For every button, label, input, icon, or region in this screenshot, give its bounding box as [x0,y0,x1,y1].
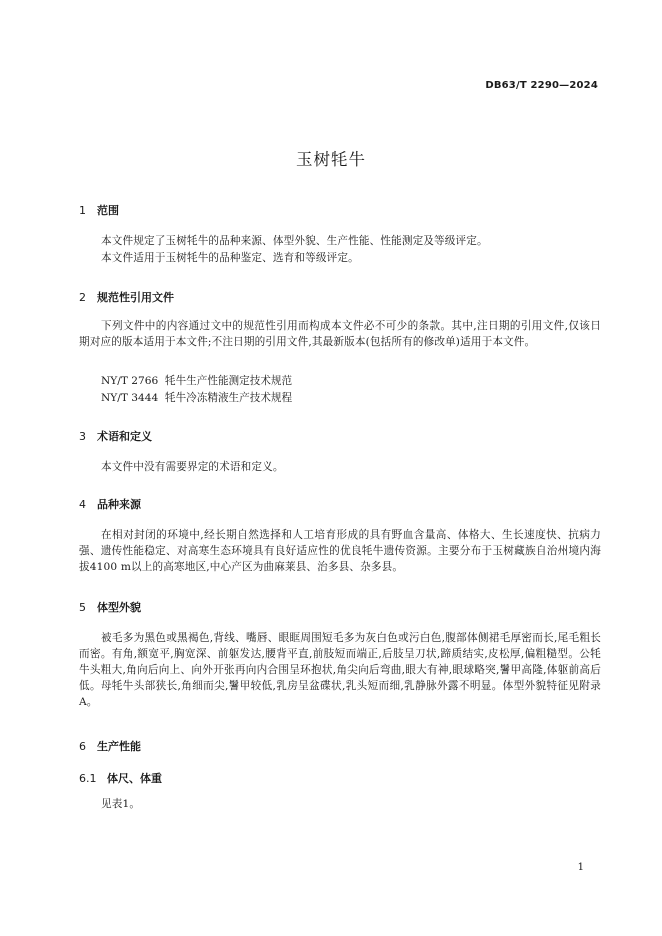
section-3-heading [79,428,152,444]
page-number: 1 [577,862,584,873]
section-title: 生产性能 [97,740,141,753]
reference-item [101,373,292,388]
section-title: 规范性引用文件 [97,291,174,304]
section-6-1-heading [79,770,162,786]
section-number: 5 [79,601,86,614]
section-1-paragraph-1: 本文件规定了玉树牦牛的品种来源、体型外貌、生产性能、性能测定及等级评定。 [101,235,488,247]
section-number: 6.1 [79,772,97,785]
section-4-heading [79,496,141,512]
section-number: 1 [79,204,86,217]
reference-name: 牦牛冷冻精液生产技术规程 [165,392,293,404]
section-title: 范围 [97,204,119,217]
section-number: 4 [79,498,86,511]
section-6-heading [79,738,141,754]
section-2-intro: 下列文件中的内容通过文中的规范性引用而构成本文件必不可少的条款。其中,注日期的引用文件,仅该日期对应的版本适用于本文件;不注日期的引用文件,其最新版本(包括所有的修改单)适用于本文件。 [79,320,601,348]
section-6-1-paragraph: 见表1。 [101,798,141,810]
reference-name: 牦牛生产性能测定技术规范 [165,375,293,387]
section-4-paragraph: 在相对封闭的环境中,经长期自然选择和人工培育形成的具有野血含量高、体格大、生长速度快、抗病力强、遗传性能稳定、对高寒生态环境具有良好适应性的优良牦牛遗传资源。主要分布于玉树藏族自治州境内海拔4100 m以上的高寒地区,中心产区为曲麻莱县、治多县、杂多县。 [79,529,601,573]
page-title: 玉树牦牛 [296,150,366,169]
section-title: 体型外貌 [97,601,141,614]
section-number: 6 [79,740,86,753]
reference-code: NY/T 3444 [101,392,159,404]
section-number: 3 [79,430,86,443]
section-3-paragraph: 本文件中没有需要界定的术语和定义。 [101,461,284,473]
section-1-paragraph-2: 本文件适用于玉树牦牛的品种鉴定、选育和等级评定。 [101,252,359,264]
reference-item [101,390,292,405]
standard-number: DB63/T 2290—2024 [485,80,598,91]
section-5-heading [79,599,141,615]
section-title: 品种来源 [97,498,141,511]
section-2-heading [79,289,174,305]
section-title: 体尺、体重 [107,772,162,785]
reference-code: NY/T 2766 [101,375,159,387]
section-number: 2 [79,291,86,304]
section-title: 术语和定义 [97,430,152,443]
section-1-heading [79,202,119,218]
section-5-paragraph: 被毛多为黑色或黑褐色,背线、嘴唇、眼眶周围短毛多为灰白色或污白色,腹部体侧裙毛厚密而长,尾毛粗长而密。有角,额宽平,胸宽深、前躯发达,腰背平直,前肢短而端正,后肢呈刀状,蹄质结实,皮松厚,偏粗糙型。公牦牛头粗大,角向后向上、向外开张再向内合围呈环抱状,角尖向后弯曲,眼大有神,眼球略突,鬐甲高隆,体躯前高后低。母牦牛头部狭长,角细而尖,鬐甲较低,乳房呈盆碟状,乳头短而细,乳静脉外露不明显。体型外貌特征见附录 A。 [79,632,601,708]
